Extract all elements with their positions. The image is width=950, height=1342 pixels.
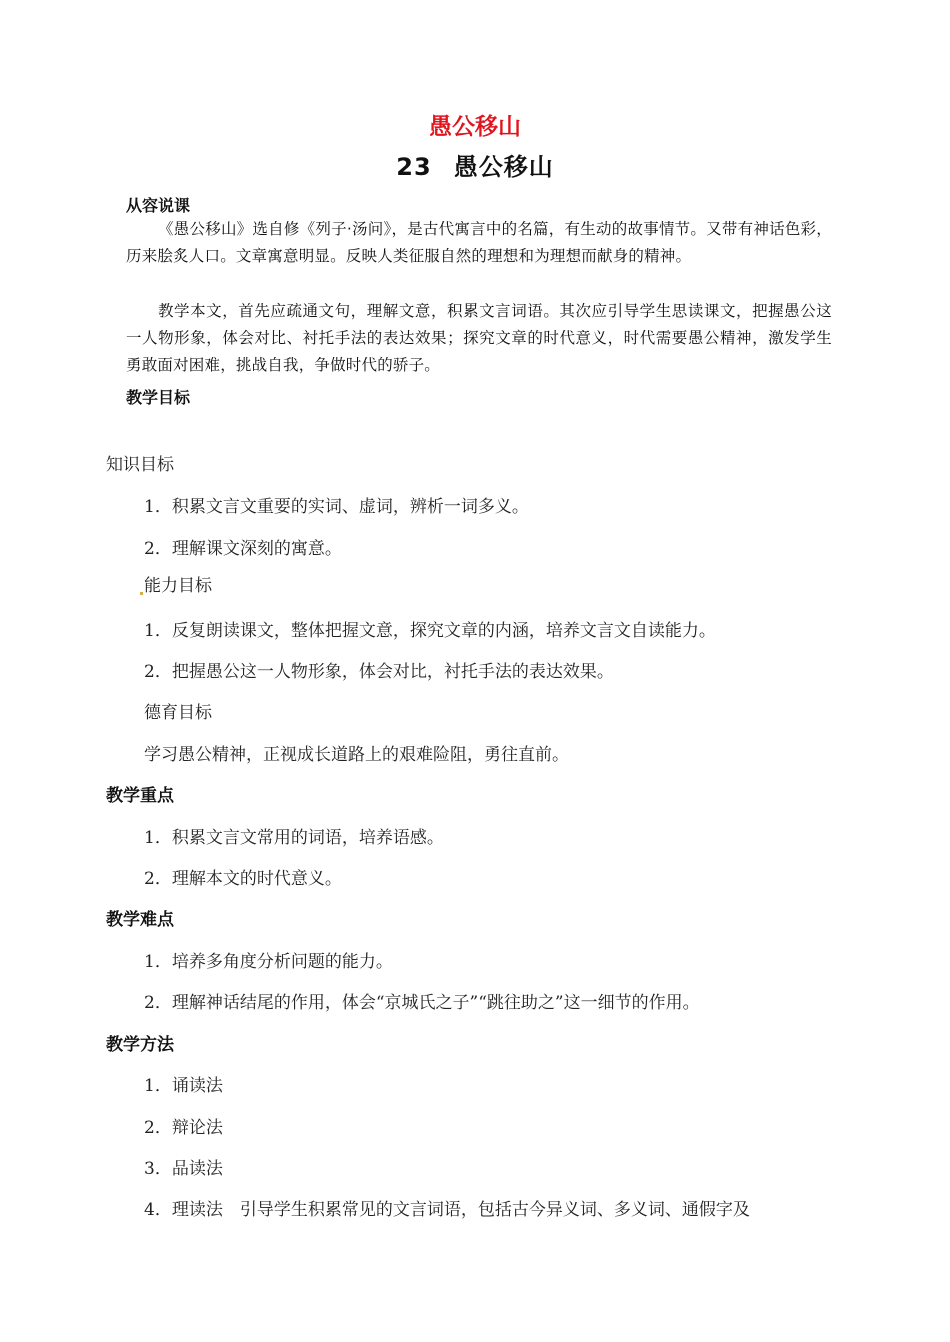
edit-mark [140,592,143,595]
lesson-title [0,147,950,182]
red-title: 愚公移山 [429,114,521,140]
method-item: 3．品读法 [144,1159,223,1179]
lesson-number: 23 [396,153,432,181]
ability-goal-item: 2．把握愚公这一人物形象，体会对比，衬托手法的表达效果。 [144,662,614,682]
key-point-item: 2．理解本文的时代意义。 [144,869,342,889]
difficulties-heading: 教学难点 [106,910,174,930]
difficulty-item: 2．理解神话结尾的作用，体会“京城氏之子”“跳往助之”这一细节的作用。 [144,993,700,1013]
moral-goal-heading: 德育目标 [144,703,212,723]
moral-goal-text: 学习愚公精神，正视成长道路上的艰难险阻，勇往直前。 [144,745,569,765]
section-heading-teaching-goals: 教学目标 [126,388,191,407]
ability-goal-heading: 能力目标 [140,571,212,596]
difficulty-item: 1．培养多角度分析问题的能力。 [144,952,393,972]
ability-goal-item: 1．反复朗读课文，整体把握文意，探究文章的内涵，培养文言文自读能力。 [144,621,716,641]
section-heading-course-intro: 从容说课 [126,196,191,215]
method-item: 2．辩论法 [144,1118,223,1138]
methods-heading: 教学方法 [106,1035,174,1055]
method-item: 4．理读法 引导学生积累常见的文言词语，包括古今异义词、多义词、通假字及 [144,1200,750,1220]
knowledge-goal-heading: 知识目标 [106,455,174,475]
key-point-item: 1．积累文言文常用的词语，培养语感。 [144,828,444,848]
knowledge-goal-item: 1．积累文言文重要的实词、虚词，辨析一词多义。 [144,497,529,517]
intro-paragraph-2: 教学本文，首先应疏通文句，理解文意，积累文言词语。其次应引导学生思读课文，把握愚公这一人物形象，体会对比、衬托手法的表达效果；探究文章的时代意义，时代需要愚公精神，激发学生勇敢面对困难，挑战自我，争做时代的骄子。 [126,302,832,374]
intro-paragraph-1: 《愚公移山》选自修《列子·汤问》，是古代寓言中的名篇，有生动的故事情节。又带有神话色彩，历来脍炙人口。文章寓意明显。反映人类征服自然的理想和为理想而献身的精神。 [126,220,832,265]
lesson-title-text: 愚公移山 [453,153,554,181]
knowledge-goal-item: 2．理解课文深刻的寓意。 [144,539,342,559]
key-points-heading: 教学重点 [106,786,174,806]
method-item: 1．诵读法 [144,1076,223,1096]
